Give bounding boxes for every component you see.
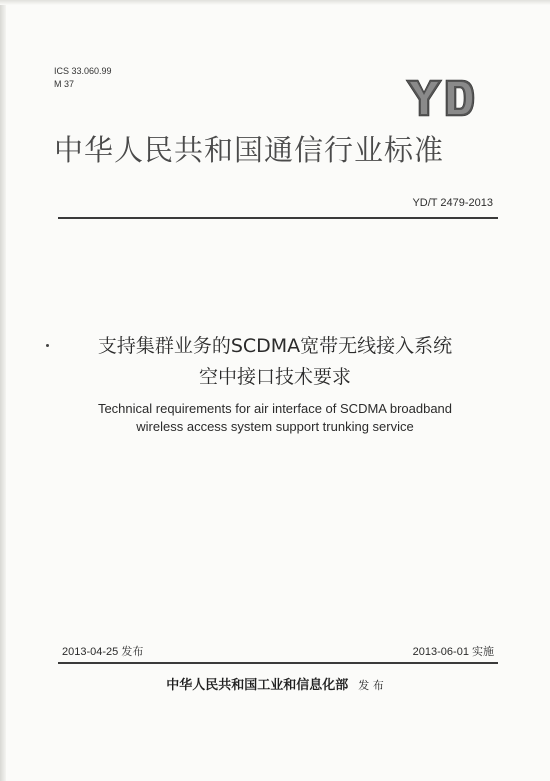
document-title-zh-line2: 空中接口技术要求 [198, 366, 351, 388]
standard-number: YD/T 2479-2013 [412, 197, 493, 209]
document-title-en-line1: Technical requirements for air interface of SCDMA broadband [97, 401, 453, 416]
issuer-line [0, 677, 550, 695]
bottom-divider [58, 662, 498, 664]
implement-date: 2013-06-01 实施 [412, 646, 494, 658]
issuer-name: 中华人民共和国工业和信息化部 [166, 678, 349, 693]
standard-category-title: 中华人民共和国通信行业标准 [54, 133, 445, 167]
publish-date: 2013-04-25 发布 [62, 646, 144, 658]
issuer-action: 发 布 [358, 679, 384, 692]
ics-code: ICS 33.060.99 [54, 66, 112, 76]
document-title-zh-line1: 支持集群业务的SCDMA宽带无线接入系统 [97, 335, 453, 357]
scan-shadow-left [0, 0, 6, 781]
top-divider [58, 217, 498, 219]
scan-shadow-top [0, 0, 550, 5]
yd-logo [404, 76, 476, 120]
document-title-en-line2: wireless access system support trunking service [136, 419, 414, 434]
ccs-code: M 37 [54, 79, 75, 89]
yd-logo-icon [404, 76, 476, 120]
